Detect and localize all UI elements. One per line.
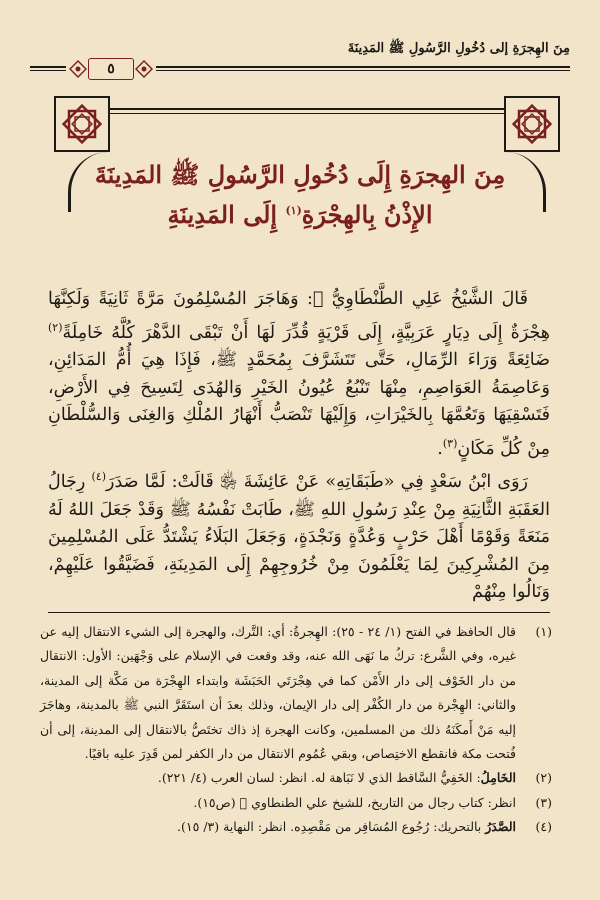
section-title [80, 200, 520, 229]
floral-ornament-icon [68, 59, 88, 79]
footnote-definition: : الخَفِيُّ السَّاقط الذي لا نَبَاهة له. انظر: لسان العرب (٤/ ٢٢١). [157, 770, 481, 786]
paragraph [48, 286, 550, 463]
section-title-text: الإِذْنُ بِالهِجْرَةِ [301, 200, 433, 229]
paragraph-text: رِجَالُ العَقَبَةِ الثَّانِيَةِ مِنْ عِنْدِ رَسُولِ اللهِ ﷺ، طَابَتْ نَفْسُهُ ﷺ وَقَدْ جَعَلَ اللهُ لَهُ مَنَعَةً وَقَوْمًا أَهْلَ حَرْبٍ وَعُدَّةٍ وَنَجْدَةٍ، وَجَعَلَ البَلَاءُ يَشْتَدُّ عَلَى المُسْلِمِينَ مِنَ المُشْرِكِينَ لِمَا يَعْلَمُونَ مِنْ خُرُوجِهِمْ إِلَى المَدِينَةِ، فَضَيَّقُوا عَلَيْهِمْ، وَنَالُوا مِنْهُمْ [48, 472, 550, 603]
footnote-ref: (١) [285, 204, 302, 217]
footnote-term: الصَّدَرُ [485, 819, 516, 835]
chapter-title-frame [54, 96, 560, 216]
footnote-text: انظر: كتاب رجال من التاريخ، للشيخ علي الطنطاوي ﷬ (ص١٥). [193, 794, 516, 810]
footnote-number: (٣) [535, 794, 552, 810]
footnote-ref: (٣) [442, 436, 458, 450]
footnote-number: (٤) [535, 819, 552, 835]
page-number: ٥ [107, 61, 115, 77]
paragraph-text: رَوَى ابْنُ سَعْدٍ فِي «طَبَقَاتِهِ» عَنْ عَائِشَةَ ﵂ قَالَتْ: لَمَّا صَدَرَ [106, 472, 528, 493]
footnote-divider [48, 612, 550, 613]
page-number-frame [88, 58, 134, 80]
footnote-ref: (٤) [91, 470, 106, 484]
footnote-number: (١) [535, 624, 552, 639]
paragraph-text: قَالَ الشَّيْخُ عَلِي الطَّنْطَاوِيُّ ﷬: وَهَاجَرَ المُسْلِمُونَ مَرَّةً ثَانِيَةً وَلَكِنَّهَا هِجْرَةٌ إِلَى دِيَارٍ عَرَبِيَّةٍ، إِلَى قَرْيَةٍ قُدِّرَ لَهَا أَنْ تَبْقَى الدَّهْرَ كُلَّهُ خَامِلَةً [48, 289, 550, 343]
footnote-text [40, 815, 516, 839]
paragraph-text: ضَائِعَةً وَرَاءَ الرِّمَالِ، حَتَّى تَتَشَرَّفَ بِمُحَمَّدٍ ﷺ، فَإِذَا هِيَ أُمُّ المَدَائِنِ، وَعَاصِمَةُ العَوَاصِمِ، مِنْهَا تَنْبُعُ عُيُونُ الخَيْرِ وَالهُدَى لِتَسِيحَ فِي الأَرْضِ، فَتَسْقِيَهَا وَتَعُمَّهَا بِالخَيْرَاتِ، وَإِلَيْهَا تَنْصَبُّ أَنْهَارُ المُلْكِ وَالغِنَى وَالسُّلْطَانِ مِنْ كُلِّ مَكَانٍ [48, 350, 550, 459]
paragraph-text: . [437, 438, 443, 459]
footnote-text [40, 766, 516, 790]
page-number-ornament [66, 56, 156, 82]
corner-ornament-box [54, 96, 110, 152]
footnote [40, 620, 552, 766]
footnote-definition: بالتحريك: رُجُوع المُسَافِر من مَقْصِدِه. انظر: النهاية (٣/ ١٥). [177, 819, 486, 835]
eight-point-star-icon [60, 102, 104, 146]
floral-ornament-icon [134, 59, 154, 79]
running-header: مِنَ الهِجرَةِ إلى دُخُولِ الرَّسُولِ ﷺ المَدِينَةَ [347, 41, 570, 56]
chapter-title: مِنَ الهِجرَةِ إِلَى دُخُولِ الرَّسُولِ ﷺ المَدِينَةَ [94, 160, 506, 189]
footnote [40, 791, 552, 815]
footnote-number: (٢) [535, 770, 552, 786]
body-text [48, 286, 550, 607]
footnotes [40, 620, 552, 840]
section-title-text: إِلَى المَدِينَةِ [167, 200, 286, 229]
footnote [40, 766, 552, 790]
frame-rule-thin [110, 113, 504, 114]
footnote-ref: (٢) [48, 320, 63, 334]
frame-rule [110, 108, 504, 110]
eight-point-star-icon [510, 102, 554, 146]
footnote [40, 815, 552, 839]
paragraph [48, 463, 550, 607]
footnote-term: الخَامِلُ [480, 770, 516, 786]
corner-ornament-box [504, 96, 560, 152]
footnote-text: قال الحافظ في الفتح (١/ ٢٤ - ٢٥): الهِجرةُ: أي: التَّرك، والهجرة إلى الشيء الانتقال إليه عن غيره، وفي الشَّرع: تركُ ما نَهَى الله عنه، وقد وقعت في الإسلام على وَجْهَين: الأول: الانتقال من دار الخَوْف إلى دار الأَمْن كما في هِجْرَتَي الحَبَشَة وابتداء الهِجْرَة من مَكَّة إلى المدينة، والثاني: الهِجْرة من دار الكُفْر إلى دار الإيمان، وذلك بعدَ أن استَقَرَّ النبي ﷺ بالمدينة، وهاجَرَ إليه مَنْ أَمكَنَهُ ذلك من المسلمين، وكانت الهجرة إذ ذاك تختَصُّ بالانتقال إلى المدينة، إلى أن فُتحت مكة فانقطع الاختِصاص، وبقي عُمُوم الانتقال من دار الكفر لمن قَدِرَ عليه باقيًا. [40, 624, 517, 762]
